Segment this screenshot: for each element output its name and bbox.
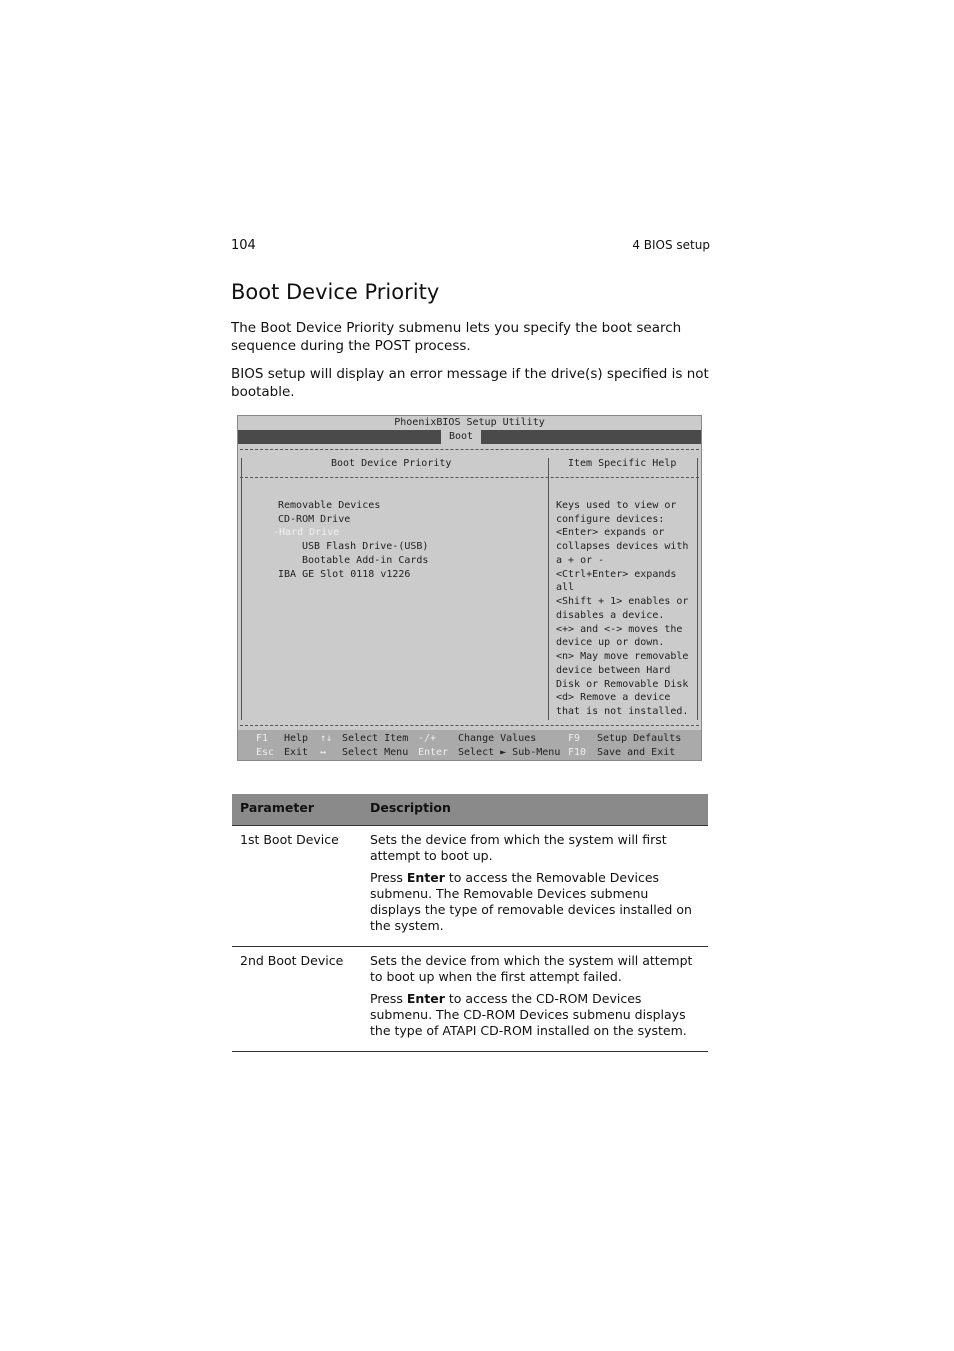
description-text: [370, 991, 700, 1039]
table-row: [232, 947, 708, 1052]
parameter-cell: 2nd Boot Device: [232, 947, 362, 1052]
enter-key-label: Enter: [406, 991, 445, 1006]
description-cell: [362, 826, 708, 947]
enter-key-label: Enter: [406, 870, 445, 885]
key-label-help: Help: [284, 733, 309, 744]
help-line: <d> Remove a device: [556, 692, 671, 703]
bios-footer: [238, 730, 701, 760]
bios-frame-bottom: [240, 725, 699, 727]
error-note-paragraph: BIOS setup will display an error message if the drive(s) specified is not bootable.: [231, 366, 709, 400]
arrow-updown-icon: ↑↓: [320, 733, 333, 744]
help-line: collapses devices with: [556, 541, 689, 552]
help-line: disables a device.: [556, 610, 665, 621]
bios-frame-middle: [548, 458, 549, 720]
help-line: a + or -: [556, 555, 605, 566]
parameter-cell: 1st Boot Device: [232, 826, 362, 947]
boot-item-removable-devices[interactable]: Removable Devices: [278, 500, 381, 511]
help-line: <Ctrl+Enter> expands: [556, 569, 677, 580]
description-text: [370, 870, 700, 934]
help-line: Keys used to view or: [556, 500, 677, 511]
help-line: configure devices:: [556, 514, 665, 525]
key-label-change-values: Change Values: [458, 733, 537, 744]
parameter-table: [232, 794, 708, 1052]
key-minus-plus: -/+: [418, 733, 437, 744]
help-line: <Shift + 1> enables or: [556, 596, 689, 607]
column-header-parameter: Parameter: [232, 794, 362, 826]
bios-help-title: Item Specific Help: [568, 458, 677, 469]
key-label-save-and-exit: Save and Exit: [597, 747, 676, 758]
description-text: Sets the device from which the system will attempt to boot up when the first attempt failed.: [370, 953, 693, 984]
bios-menubar: [238, 430, 701, 444]
key-label-exit: Exit: [284, 747, 309, 758]
page-number: 104: [231, 238, 256, 253]
description-text: Sets the device from which the system will first attempt to boot up.: [370, 832, 667, 863]
key-f10: F10: [568, 747, 587, 758]
key-enter: Enter: [418, 747, 449, 758]
bios-frame-divider: [240, 477, 699, 479]
bios-frame-left: [241, 458, 242, 720]
bios-title: PhoenixBIOS Setup Utility: [394, 417, 545, 428]
boot-item-usb-flash-drive[interactable]: USB Flash Drive-(USB): [302, 541, 429, 552]
help-line: <+> and <-> moves the: [556, 624, 683, 635]
description-text-part: Press: [370, 991, 407, 1006]
bios-panel-title: Boot Device Priority: [331, 458, 452, 469]
boot-item-hard-drive[interactable]: -Hard Drive: [273, 527, 340, 538]
arrow-leftright-icon: ↔: [320, 747, 327, 758]
help-line: Disk or Removable Disk: [556, 679, 689, 690]
description-text-part: Press: [370, 870, 407, 885]
bios-frame-top: [240, 449, 699, 451]
boot-item-iba-ge-slot[interactable]: IBA GE Slot 0118 v1226: [278, 569, 411, 580]
description-cell: [362, 947, 708, 1052]
column-header-description: Description: [362, 794, 708, 826]
table-row: [232, 826, 708, 947]
help-line: that is not installed.: [556, 706, 689, 717]
table-header-row: [232, 794, 708, 826]
key-label-select-submenu: Select ► Sub-Menu: [458, 747, 561, 758]
key-label-select-item: Select Item: [342, 733, 409, 744]
boot-item-cdrom-drive[interactable]: CD-ROM Drive: [278, 514, 351, 525]
description-text-part: to access the CD-ROM Devices submenu. The CD-ROM Devices submenu displays the type of ATAPI CD-ROM installed on the system.: [370, 991, 687, 1038]
key-f1: F1: [256, 733, 269, 744]
bios-screenshot: [238, 416, 701, 760]
help-line: all: [556, 582, 575, 593]
help-line: <n> May move removable: [556, 651, 689, 662]
description-text-part: to access the Removable Devices submenu. The Removable Devices submenu displays the type of removable devices installed on the system.: [370, 870, 692, 933]
key-esc: Esc: [256, 747, 275, 758]
bios-tab-boot[interactable]: Boot: [441, 430, 481, 444]
section-title: Boot Device Priority: [231, 280, 440, 304]
help-line: <Enter> expands or: [556, 527, 665, 538]
chapter-header: 4 BIOS setup: [632, 238, 710, 252]
intro-paragraph: The Boot Device Priority submenu lets you specify the boot search sequence during the POST process.: [231, 320, 682, 354]
key-label-select-menu: Select Menu: [342, 747, 409, 758]
boot-item-bootable-add-in-cards[interactable]: Bootable Add-in Cards: [302, 555, 429, 566]
bios-frame-right: [697, 458, 698, 720]
key-f9: F9: [568, 733, 581, 744]
help-line: device up or down.: [556, 637, 665, 648]
key-label-setup-defaults: Setup Defaults: [597, 733, 682, 744]
help-line: device between Hard: [556, 665, 671, 676]
